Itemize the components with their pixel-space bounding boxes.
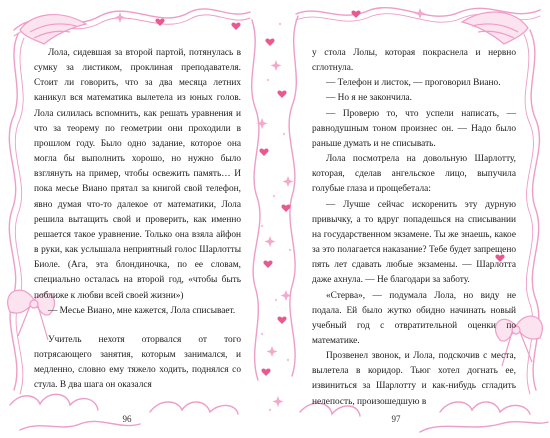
- page-number-right: 97: [391, 414, 401, 424]
- page-number-left: 96: [122, 414, 132, 424]
- paragraph: Лола, сидевшая за второй партой, потянулась в сумку за листиком, проклиная преподавателя. Стоит ли говорить, что за два месяца летних каникул вся математика вылетела из юных голов. Лола силилась вспомнить, как решать уравнения и что за теорему по геометрии они проходили в прошлом году. Было одно задание, которое она могла бы выполнить хорошо, но нужно было взглянуть на пример, чтобы освежить память… И пока месье Виано прятал за книгой свой телефон, явно думая что-то далекое от математики, Лола решила вытащить свой и проверить, как именно решается такое уравнение. Только она взяла айфон в руки, как услышала неприятный голос Шарлотты Биоле. (Ага, эта блондиночка, по ее словам, специально осталась на второй год, «чтобы быть поближе к любви всей своей жизни»): [34, 48, 241, 301]
- paragraph: — Телефон и листок, — проговорил Виано.: [326, 78, 501, 89]
- paragraph: Учитель нехотя оторвался от того потрясающего занятия, которым занимался, и медленно, словно ему тяжело ходить, поднялся со стула. В два шага он оказался: [34, 334, 241, 391]
- paragraph: «Стерва», — подумала Лола, но виду не подала. Ей было жутко обидно начинать новый учебный год с отвратительной оценки по математике.: [312, 290, 516, 346]
- paragraph: — Проверю то, что успели написать, — равнодушным тоном произнес он. — Надо было раньше думать и не списывать.: [312, 108, 516, 149]
- left-page: [34, 46, 241, 393]
- right-page: [312, 46, 516, 410]
- paragraph: Прозвенел звонок, и Лола, подскочив с места, вылетела в коридор. Тьюг хотел догнать ее, извиниться за Шарлотту и как-нибудь сгладить нелепость, произошедшую в: [312, 351, 516, 407]
- paragraph: у стола Лолы, которая покраснела и нервно сглотнула.: [312, 48, 516, 74]
- paragraph: — Но я не закончила.: [326, 93, 412, 104]
- paragraph: — Лучше сейчас искоренить эту дурную привычку, а то вдруг попадешься на списывании на государственном экзамене. Ты же знаешь, какое за это полагается наказание? Тебе будет запрещено пять лет сдавать любые экзамены. — Шарлотта даже ахнула. — Не благодари за заботу.: [312, 199, 516, 286]
- paragraph: — Месье Виано, мне кажется, Лола списывает.: [48, 305, 236, 316]
- paragraph: Лола посмотрела на довольную Шарлотту, которая, сделав ангельское лицо, выпучила голубые глаза и прощебетала:: [312, 154, 516, 195]
